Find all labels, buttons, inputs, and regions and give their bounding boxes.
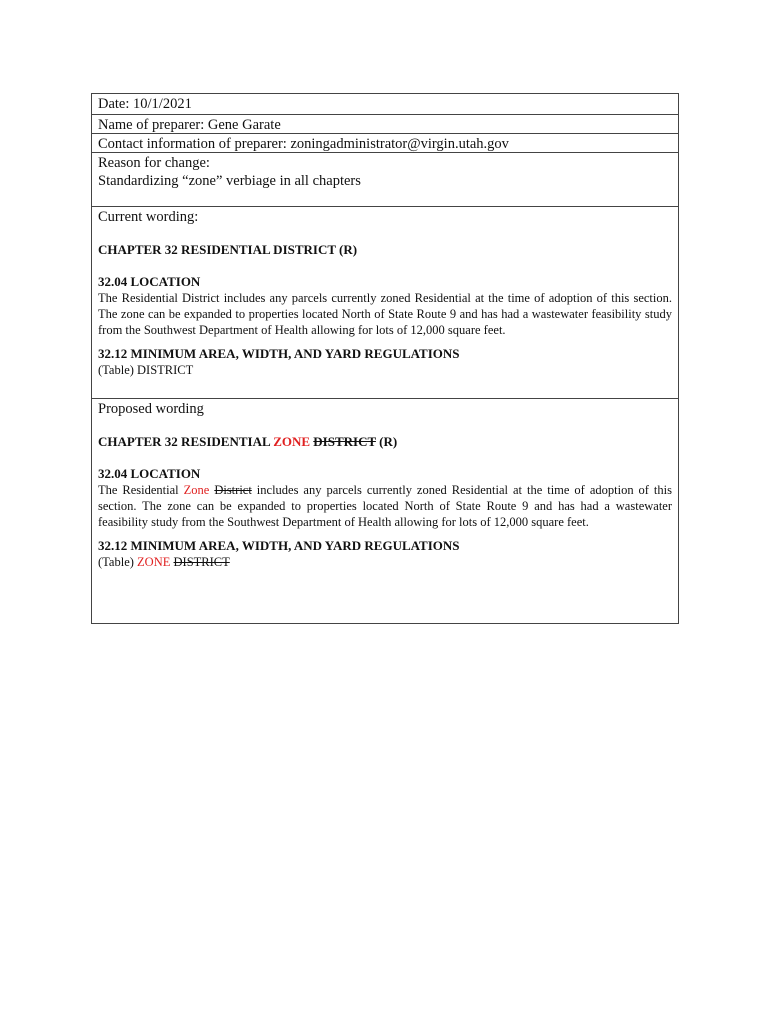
proposed-location-insertion: Zone bbox=[183, 483, 210, 497]
proposed-regs-text bbox=[98, 554, 672, 570]
reason-label: Reason for change: bbox=[98, 155, 210, 171]
proposed-chapter-heading bbox=[98, 434, 672, 450]
contact-text: Contact information of preparer: zoningadministrator@virgin.utah.gov bbox=[98, 136, 509, 152]
proposed-location-text bbox=[98, 482, 672, 530]
proposed-chapter-suffix: (R) bbox=[375, 434, 398, 449]
proposed-chapter-prefix: CHAPTER 32 RESIDENTIAL bbox=[98, 434, 274, 449]
reason-text: Standardizing “zone” verbiage in all chapters bbox=[98, 173, 361, 189]
proposed-chapter-deletion: DISTRICT bbox=[313, 434, 376, 449]
proposed-wording-section bbox=[92, 400, 678, 623]
change-request-table bbox=[91, 93, 679, 624]
current-regs-heading: 32.12 MINIMUM AREA, WIDTH, AND YARD REGULATIONS bbox=[98, 346, 460, 361]
reason-row bbox=[92, 153, 678, 207]
preparer-row bbox=[92, 115, 678, 134]
date-row bbox=[92, 94, 678, 115]
current-chapter-heading: CHAPTER 32 RESIDENTIAL DISTRICT (R) bbox=[98, 242, 358, 257]
current-location-text: The Residential District includes any parcels currently zoned Residential at the time of adoption of this section. The zone can be expanded to properties located North of State Route 9 and has had a wastewater feasibility study from the Southwest Department of Health allowing for lots of 12,000 square feet. bbox=[98, 291, 672, 337]
date-text: Date: 10/1/2021 bbox=[98, 96, 192, 112]
proposed-location-deletion: District bbox=[214, 483, 252, 497]
proposed-chapter-insertion: ZONE bbox=[273, 434, 311, 449]
proposed-location-heading: 32.04 LOCATION bbox=[98, 466, 201, 481]
contact-row bbox=[92, 134, 678, 153]
proposed-regs-prefix: (Table) bbox=[98, 555, 138, 569]
proposed-wording-label: Proposed wording bbox=[98, 401, 204, 417]
proposed-regs-deletion: DISTRICT bbox=[173, 555, 230, 569]
proposed-regs-heading: 32.12 MINIMUM AREA, WIDTH, AND YARD REGULATIONS bbox=[98, 538, 460, 553]
proposed-regs-insertion: ZONE bbox=[137, 555, 171, 569]
preparer-text: Name of preparer: Gene Garate bbox=[98, 117, 281, 133]
current-regs-text: (Table) DISTRICT bbox=[98, 363, 194, 377]
current-wording-label: Current wording: bbox=[98, 209, 199, 225]
current-location-heading: 32.04 LOCATION bbox=[98, 274, 201, 289]
current-wording-section bbox=[92, 208, 678, 399]
proposed-location-prefix: The Residential bbox=[98, 483, 184, 497]
proposed-location-rest: includes any parcels currently zoned Residential at the time of adoption of this section. The zone can be expanded to properties located North of State Route 9 and has had a wastewater feasibility study from the Southwest Department of Health allowing for lots of 12,000 square feet. bbox=[98, 483, 672, 529]
